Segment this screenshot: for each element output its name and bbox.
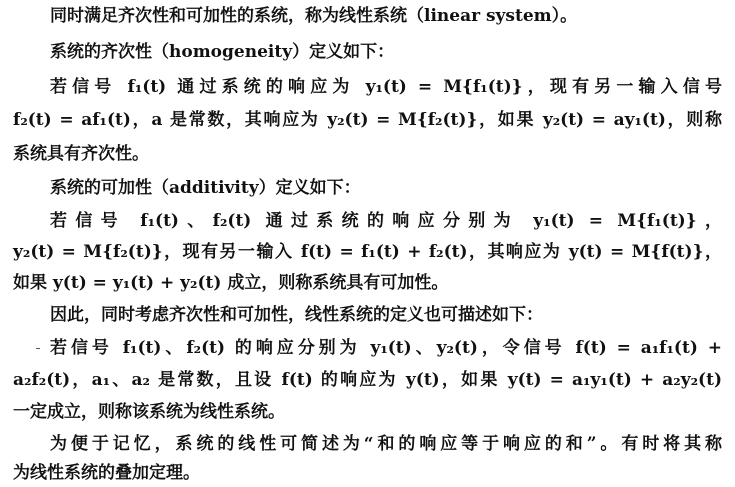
- summary-line-1: 为便于记忆，系统的线性可简述为“和的响应等于响应的和”。有时将其称: [50, 434, 722, 454]
- homogeneity-definition-line-3: 系统具有齐次性。: [13, 144, 149, 164]
- linear-definition-line-1: 若信号 f₁(t)、f₂(t) 的响应分别为 y₁(t)、y₂(t)，令信号 f(t) = a₁f₁(t) +: [50, 338, 722, 358]
- summary-line-2: 为线性系统的叠加定理。: [13, 463, 200, 483]
- homogeneity-definition-line-2: f₂(t) = af₁(t)，a 是常数，其响应为 y₂(t) = M{f₂(t)}，如果 y₂(t) = ay₁(t)，则称: [13, 110, 722, 130]
- heading-additivity: 系统的可加性（additivity）定义如下：: [50, 178, 361, 198]
- paragraph-combined-intro: 因此，同时考虑齐次性和可加性，线性系统的定义也可描述如下：: [50, 305, 543, 325]
- linear-definition-line-3: 一定成立，则称该系统为线性系统。: [13, 402, 285, 422]
- additivity-definition-line-1: 若信号 f₁(t)、f₂(t) 通过系统的响应分别为 y₁(t) = M{f₁(t)}，: [50, 211, 722, 231]
- additivity-definition-line-3: 如果 y(t) = y₁(t) + y₂(t) 成立，则称系统具有可加性。: [13, 273, 449, 293]
- stray-mark: [36, 348, 40, 349]
- paragraph-intro: 同时满足齐次性和可加性的系统，称为线性系统（linear system）。: [50, 6, 578, 26]
- linear-definition-line-2: a₂f₂(t)，a₁、a₂ 是常数，且设 f(t) 的响应为 y(t)，如果 y(t) = a₁y₁(t) + a₂y₂(t): [13, 370, 722, 390]
- heading-homogeneity: 系统的齐次性（homogeneity）定义如下：: [50, 42, 395, 62]
- additivity-definition-line-2: y₂(t) = M{f₂(t)}，现有另一输入 f(t) = f₁(t) + f₂(t)，其响应为 y(t) = M{f(t)}，: [13, 242, 722, 262]
- homogeneity-definition-line-1: 若信号 f₁(t) 通过系统的响应为 y₁(t) = M{f₁(t)}，现有另一输入信号: [50, 77, 722, 97]
